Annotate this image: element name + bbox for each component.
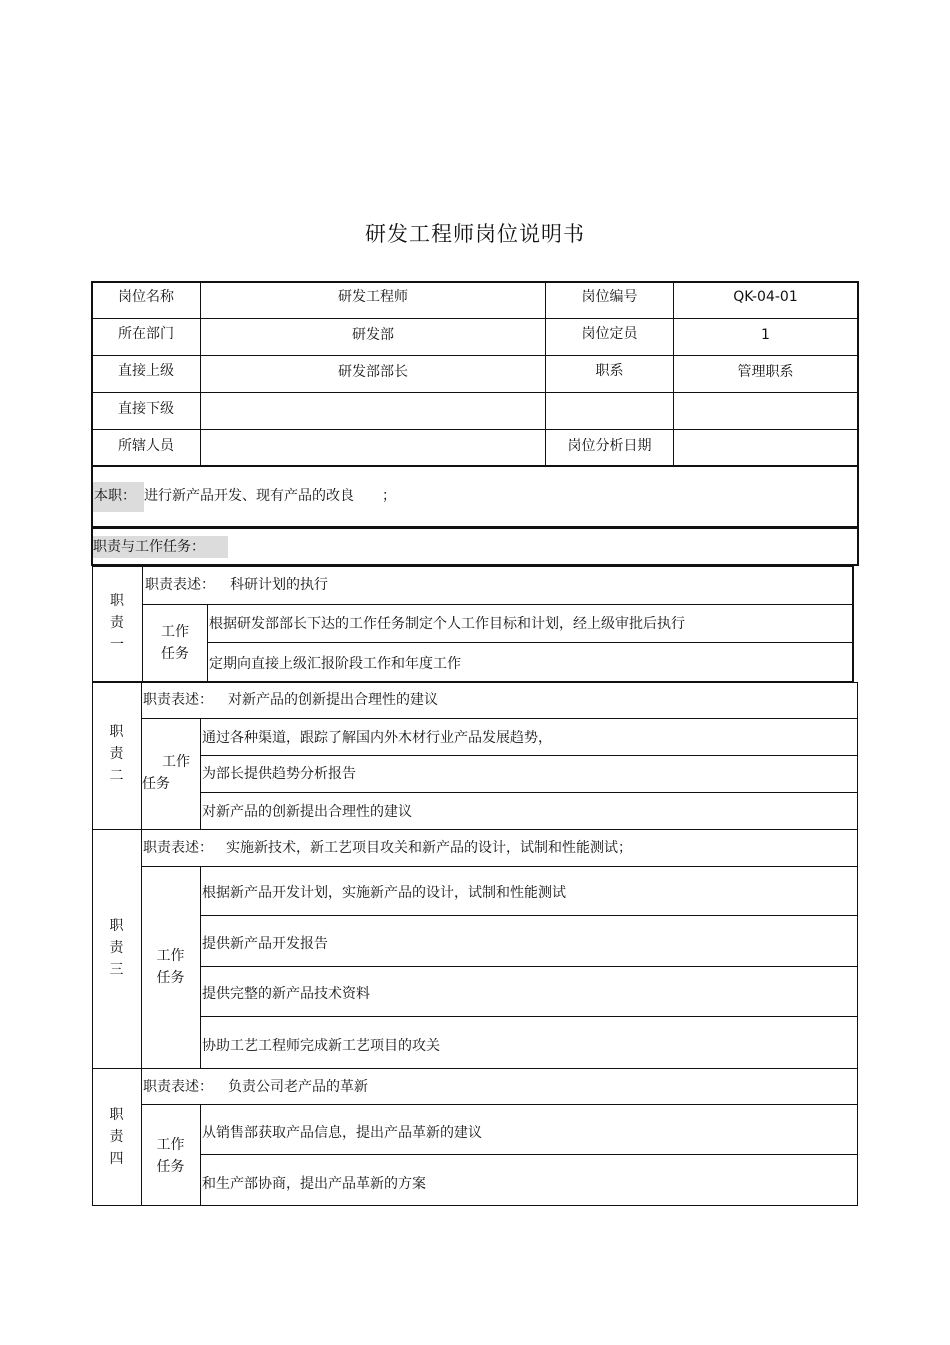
job-code-value: QK-04-01 <box>733 289 798 305</box>
dept-label: 所在部门 <box>118 326 174 342</box>
duty-text: 进行新产品开发、现有产品的改良 ； <box>144 488 396 504</box>
responsibility-3-task-2: 提供新产品开发报告 <box>202 936 328 952</box>
responsibility-2-desc-label: 职责表述： <box>143 692 213 708</box>
responsibility-1-desc: 科研计划的执行 <box>230 577 328 593</box>
responsibility-3-task-1: 根据新产品开发计划，实施新产品的设计，试制和性能测试 <box>202 885 566 901</box>
dept-value: 研发部 <box>352 327 394 343</box>
responsibility-4-desc-label: 职责表述： <box>143 1079 213 1095</box>
responsibility-1-desc-label: 职责表述： <box>145 577 215 593</box>
superior-value: 研发部部长 <box>338 364 408 380</box>
responsibility-2-desc: 对新产品的创新提出合理性的建议 <box>228 692 438 708</box>
responsibility-3-task-4: 协助工艺工程师完成新工艺项目的攻关 <box>202 1038 440 1054</box>
responsibility-2-task-2: 为部长提供趋势分析报告 <box>202 766 356 782</box>
headcount-value: 1 <box>761 327 770 343</box>
series-label: 职系 <box>595 363 624 379</box>
job-code-label: 岗位编号 <box>581 289 638 305</box>
responsibility-1-task-label: 工作 任务 <box>161 624 189 662</box>
responsibility-2-task-label: 工作 任务 <box>142 754 190 792</box>
responsibility-1-name: 职 责 一 <box>110 593 124 653</box>
job-name-label: 岗位名称 <box>118 289 174 305</box>
section-label: 职责与工作任务： <box>93 539 205 555</box>
responsibility-3-desc: 实施新技术，新工艺项目攻关和新产品的设计，试制和性能测试； <box>226 840 632 856</box>
responsibility-4-task-1: 从销售部获取产品信息，提出产品革新的建议 <box>202 1125 482 1141</box>
responsibility-2-name: 职 责 二 <box>109 724 124 784</box>
responsibility-4-task-label: 工作 任务 <box>156 1137 185 1175</box>
subordinate-label: 直接下级 <box>118 401 174 417</box>
job-name-value: 研发工程师 <box>338 289 408 305</box>
responsibility-4-name: 职 责 四 <box>109 1107 124 1167</box>
responsibility-3-name: 职 责 三 <box>109 918 124 978</box>
superior-label: 直接上级 <box>118 363 174 379</box>
responsibility-3-desc-label: 职责表述： <box>143 840 213 856</box>
duty-label: 本职： <box>94 488 136 504</box>
analysis-date-label: 岗位分析日期 <box>567 438 652 454</box>
responsibility-2-task-3: 对新产品的创新提出合理性的建议 <box>202 804 412 820</box>
responsibility-4-desc: 负责公司老产品的革新 <box>228 1079 368 1095</box>
responsibility-3-task-label: 工作 任务 <box>156 948 185 986</box>
responsibility-1-task-1: 根据研发部部长下达的工作任务制定个人工作目标和计划，经上级审批后执行 <box>209 616 685 632</box>
staff-label: 所辖人员 <box>118 438 174 454</box>
responsibility-2-task-1: 通过各种渠道，跟踪了解国内外木材行业产品发展趋势， <box>202 730 552 746</box>
series-value: 管理职系 <box>737 364 794 380</box>
responsibility-1-task-2: 定期向直接上级汇报阶段工作和年度工作 <box>209 656 461 672</box>
responsibility-4-task-2: 和生产部协商，提出产品革新的方案 <box>202 1176 426 1192</box>
document-title: 研发工程师岗位说明书 <box>365 222 585 246</box>
responsibility-3-task-3: 提供完整的新产品技术资料 <box>202 986 370 1002</box>
headcount-label: 岗位定员 <box>581 326 638 342</box>
